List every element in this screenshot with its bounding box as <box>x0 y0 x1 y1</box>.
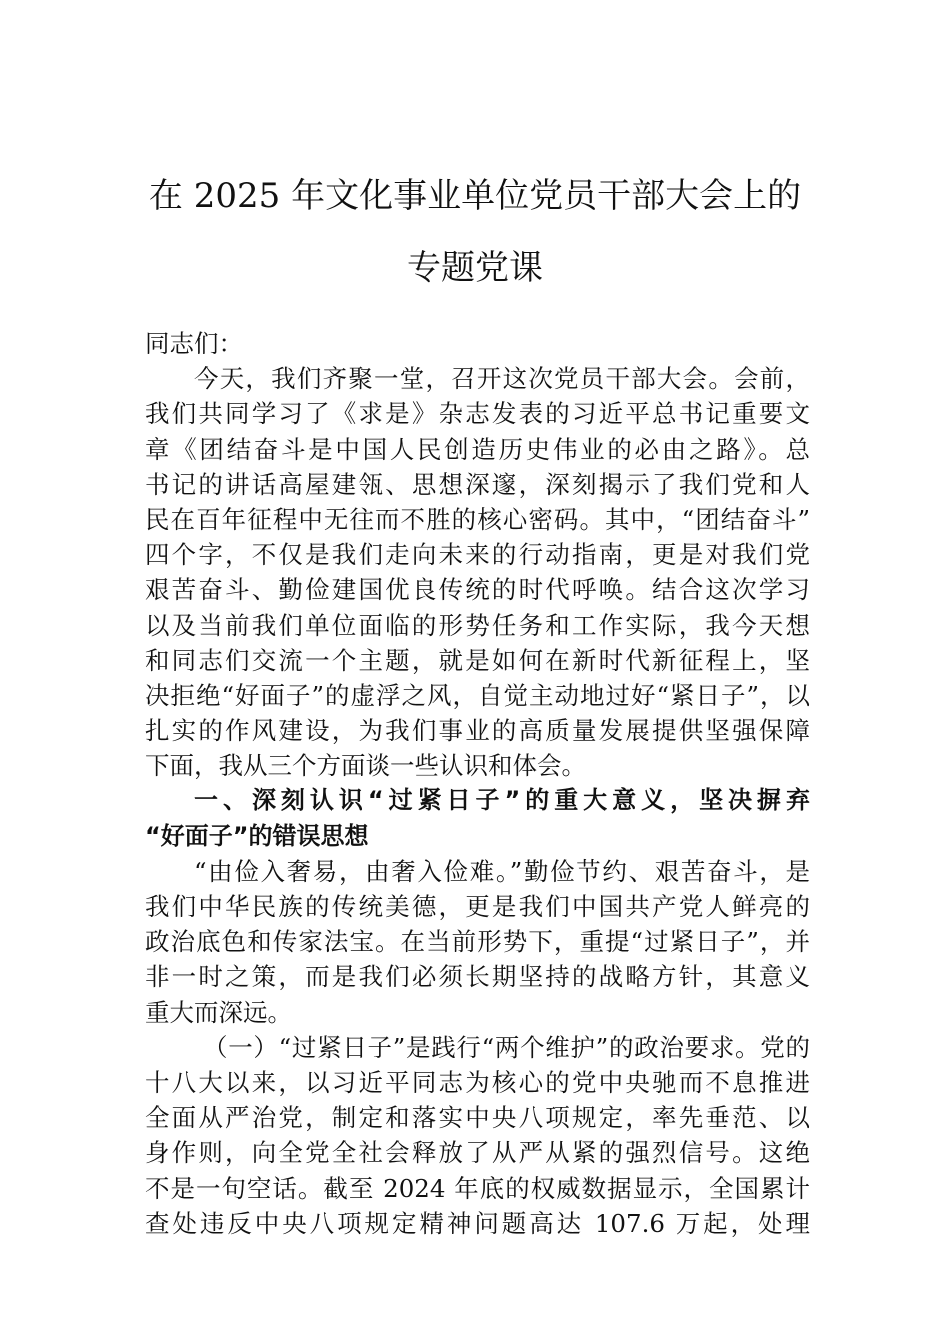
document-body <box>145 326 810 1241</box>
paragraph-line: （一）“过紧日子”是践行“两个维护”的政治要求。党的 <box>203 1032 810 1062</box>
paragraph-line: 下面，我从三个方面谈一些认识和体会。 <box>145 751 586 781</box>
title-line-2: 专题党课 <box>407 248 543 288</box>
section-heading-line: “好面子”的错误思想 <box>145 821 369 850</box>
paragraph-line: 民在百年征程中无往而不胜的核心密码。其中，“团结奋斗” <box>145 504 810 534</box>
paragraph-line: 查处违反中央八项规定精神问题高达 107.6 万起，处理 <box>145 1208 810 1238</box>
document-title <box>0 160 950 304</box>
paragraph-line: 全面从严治党，制定和落实中央八项规定，率先垂范、以 <box>145 1103 810 1133</box>
paragraph-line: 政治底色和传家法宝。在当前形势下，重提“过紧日子”，并 <box>145 927 810 957</box>
paragraph-line: 非一时之策，而是我们必须长期坚持的战略方针，其意义 <box>145 962 810 992</box>
paragraph-line: 不是一句空话。截至 2024 年底的权威数据显示，全国累计 <box>145 1173 810 1203</box>
paragraph-line: 四个字，不仅是我们走向未来的行动指南，更是对我们党 <box>145 540 810 570</box>
paragraph-line: 扎实的作风建设，为我们事业的高质量发展提供坚强保障 <box>145 716 810 746</box>
section-heading-line: 一、深刻认识“过紧日子”的重大意义，坚决摒弃 <box>194 786 810 815</box>
paragraph-line: 十八大以来，以习近平同志为核心的党中央驰而不息推进 <box>145 1067 810 1097</box>
paragraph-line: 和同志们交流一个主题，就是如何在新时代新征程上，坚 <box>145 645 810 675</box>
paragraph-line: “由俭入奢易，由奢入俭难。”勤俭节约、艰苦奋斗，是 <box>194 856 810 886</box>
paragraph-line: 身作则，向全党全社会释放了从严从紧的强烈信号。这绝 <box>145 1138 810 1168</box>
title-line-1: 在 2025 年文化事业单位党员干部大会上的 <box>148 176 802 216</box>
paragraph-line: 今天，我们齐聚一堂，召开这次党员干部大会。会前， <box>194 364 810 394</box>
paragraph-line: 决拒绝“好面子”的虚浮之风，自觉主动地过好“紧日子”，以 <box>145 680 810 710</box>
salutation: 同志们： <box>145 329 243 358</box>
paragraph-line: 我们中华民族的传统美德，更是我们中国共产党人鲜亮的 <box>145 892 810 921</box>
paragraph-line: 以及当前我们单位面临的形势任务和工作实际，我今天想 <box>145 610 810 640</box>
paragraph-line: 我们共同学习了《求是》杂志发表的习近平总书记重要文 <box>145 399 810 429</box>
paragraph-line: 章《团结奋斗是中国人民创造历史伟业的必由之路》。总 <box>145 434 810 464</box>
paragraph-line: 重大而深远。 <box>145 997 292 1027</box>
paragraph-line: 书记的讲话高屋建瓴、思想深邃，深刻揭示了我们党和人 <box>145 469 810 499</box>
paragraph-line: 艰苦奋斗、勤俭建国优良传统的时代呼唤。结合这次学习 <box>145 575 810 605</box>
